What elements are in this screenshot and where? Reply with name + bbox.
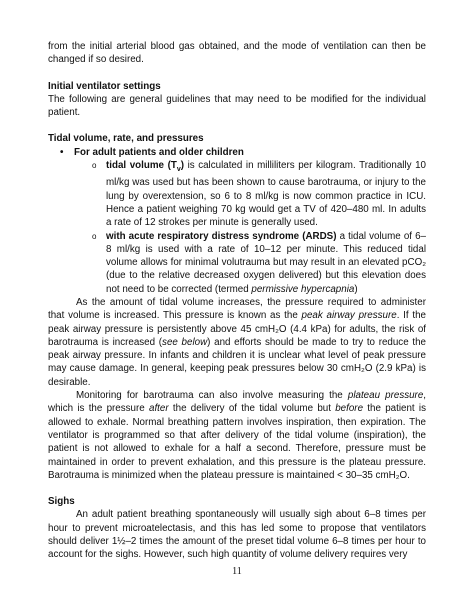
text-run: the patient is allowed to exhale. Normal breathing pattern involves inspiration, then expiration. The ventilator is programmed so that after delivery of the tidal volume (inspiration), the patient is not allowed to exhale for a half a second. Therefore, pressure must be maintained in order to prevent exhalation, and this pressure is the plateau pressure. Barotrauma is minimized when the plateau pressure is maintained < 30–35 cmH₂O. [48,403,426,481]
sub-term: with acute respiratory distress syndrome (ARDS) [106,230,337,242]
text-run: , which is the pressure [48,390,427,415]
section-text-initial-settings: The following are general guidelines that may need to be modified for the individual patient. [48,93,426,119]
sub-bullet-icon: o [92,231,97,241]
emphasis: before [335,403,364,415]
intro-paragraph: from the initial arterial blood gas obtained, and the mode of ventilation can then be changed if so desired. [48,41,426,66]
sub-item-ards [48,230,426,296]
sub-term: tidal volume (T [106,160,177,172]
text-run: ) and efforts should be made to try to reduce the peak airway pressure. In infants and children it is unclear what level of peak pressure may cause damage. In general, keeping peak pressures below 30 cmH₂O (2.9 kPa) is desirable. [48,336,426,388]
sub-bullet-icon: o [92,161,97,171]
text-run: the delivery of the tidal volume but [168,403,336,415]
sub-term-emphasis: permissive hypercapnia [251,283,355,295]
paragraph-peak-pressure [48,296,426,389]
section-heading-initial-settings: Initial ventilator settings [48,80,161,92]
sub-item-tidal-volume [48,159,426,229]
emphasis: peak airway pressure [301,310,397,322]
emphasis: plateau pressure [347,390,424,402]
bullet-label: For adult patients and older children [74,146,244,158]
emphasis: see below [162,336,208,348]
sub-text-end: ) [354,283,358,295]
sub-text: is calculated in milliliters per kilogram. Traditionally 10 ml/kg was used but has been shown to cause barotrauma, or injury to the lung by overextension, so 6 to 8 ml/kg is now common practice in ICU. Hence a patient weighing 70 kg would get a TV of 420–480 ml. In adults a rate of 12 strokes per minute is generally used. [106,160,426,229]
sub-term-close: ) [180,160,184,172]
text-run: As the amount of tidal volume increases, the pressure required to administer that volume is increased. This pressure is known as the [48,297,426,322]
emphasis: after [149,403,169,415]
text-run: Monitoring for barotrauma can also involve measuring the [76,390,348,402]
paragraph-plateau-pressure [48,389,426,482]
sub-term-subscript: v [176,166,181,174]
sub-text: a tidal volume of 6–8 ml/kg is used with a rate of 10–12 per minute. This reduced tidal volume allows for minimal volutrauma but may result in an elevated pCO₂ (due to the relative decreased oxygen delivered) but this elevation does not need to be corrected (termed [106,230,426,295]
page-number: 11 [232,566,242,577]
section-heading-tidal-volume: Tidal volume, rate, and pressures [48,133,204,145]
paragraph-sighs: An adult patient breathing spontaneously will usually sigh about 6–8 times per hour to prevent microatelectasis, and this has led some to propose that ventilators should deliver 1½–2 times the amount of the preset tidal volume 6–8 times per hour to account for the sighs. However, such high quantity of volume delivery requires very [48,509,426,561]
bullet-item-adults [48,146,426,159]
section-heading-sighs: Sighs [48,496,75,508]
text-run: . If the peak airway pressure is persistently above 45 cmH₂O (4.4 kPa) for adults, the risk of barotrauma is increased ( [48,310,426,348]
bullet-icon: • [60,146,64,158]
